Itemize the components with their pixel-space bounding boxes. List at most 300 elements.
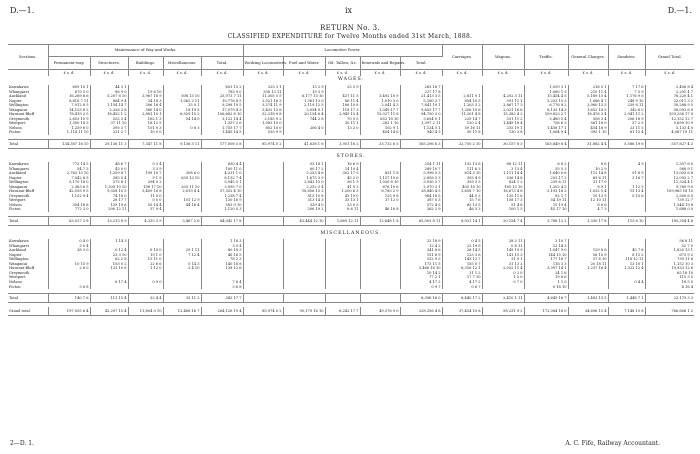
amount-cell: 508 3 4 — [568, 117, 608, 122]
row-label: Wellington — [8, 103, 48, 108]
amount-cell: 118 17 3 — [325, 108, 360, 113]
amount-cell: 3,967 18 9 — [128, 94, 163, 99]
amount-cell — [243, 294, 283, 303]
amount-cell: 3 0 4 — [201, 244, 243, 249]
amount-cell: 0 7 0 — [482, 280, 524, 285]
amount-cell: 91 4 8 — [482, 203, 524, 208]
amount-cell: 1,259 8 7 — [90, 171, 128, 176]
amount-cell: 2,970 3 1 — [400, 185, 442, 190]
amount-cell: 1,064 9 4 — [524, 130, 568, 135]
amount-cell: 1,322 12 4 — [608, 266, 645, 271]
amount-cell: 395 1 10 — [568, 130, 608, 135]
amount-cell: 744 2 8 — [283, 117, 325, 122]
amount-cell: 7 17 6 — [608, 85, 645, 90]
amount-cell: 404 14 6 — [360, 130, 400, 135]
amount-cell: 109,965 18 10 — [666, 189, 694, 194]
amount-cell: 3,467 2 6 — [163, 217, 201, 226]
amount-cell: 2,326 2 8 — [90, 108, 128, 113]
amount-cell: 7 6 4 — [201, 280, 243, 285]
amount-cell: 239 8 11 — [608, 103, 645, 108]
amount-cell: 1,755 17 7 — [201, 126, 243, 131]
amount-cell: 15 7 6 — [442, 198, 482, 203]
amount-cell: 111 15 4 — [90, 294, 128, 303]
amount-cell: 253 17 2 — [524, 176, 568, 181]
amount-cell: 43 0 0 — [90, 167, 128, 172]
amount-cell: 7,347 11 8 — [128, 140, 163, 149]
row-label: Total — [8, 140, 48, 149]
amount-cell: 52,318 9 8 — [243, 112, 283, 117]
amount-cell: 339 4 0 — [283, 203, 325, 208]
amount-cell: 28 17 7 — [90, 198, 128, 203]
amount-cell: 78 2 3 — [201, 257, 243, 262]
units-cell: £ s. d. — [442, 70, 482, 77]
amount-cell: 185 13 10 — [482, 185, 524, 190]
amount-cell: 56 10 9 — [568, 253, 608, 258]
amount-cell: 0 4 0 — [48, 239, 90, 244]
header-sections: Sections. — [8, 45, 48, 70]
amount-cell: 56 1 9 — [325, 180, 360, 185]
amount-cell: 395 3 7 — [90, 126, 128, 131]
section-heading-row — [8, 153, 694, 162]
amount-cell: 165,296 6 3 — [400, 140, 442, 149]
row-label: Picton — [8, 130, 48, 135]
amount-cell: 130 3 8 — [482, 130, 524, 135]
amount-cell: 354 18 8 — [48, 203, 90, 208]
amount-cell: 18 5 0 — [681, 279, 694, 284]
amount-cell: 82 1 7 — [524, 194, 568, 199]
row-label: Whangarei — [8, 90, 48, 95]
amount-cell: 1 5 0 — [482, 275, 524, 280]
amount-cell: 134,387 16 10 — [48, 140, 90, 149]
section-heading-row — [8, 76, 694, 85]
amount-cell: 2,763 15 10 — [48, 171, 90, 176]
amount-cell: 155 0 7 — [442, 262, 482, 267]
row-label: Wellington — [8, 257, 48, 262]
amount-cell: 2,060 13 5 — [568, 103, 608, 108]
amount-cell: 12,468 16 7 — [163, 307, 201, 316]
amount-cell: 4,202 3 11 — [482, 94, 524, 99]
amount-cell: 0 18 10 — [524, 285, 568, 290]
amount-cell: 10 14 2 — [400, 271, 442, 276]
amount-cell: 561 16 0 — [568, 121, 608, 126]
amount-cell: 45 7 6 — [608, 248, 645, 253]
amount-cell: 1,688 0 0 — [675, 207, 694, 212]
header-miscellaneous: Miscellaneous. — [163, 57, 201, 70]
amount-cell: 118 12 11 — [608, 257, 645, 262]
amount-cell: 100 11 0 — [201, 167, 243, 172]
amount-cell — [243, 217, 283, 226]
header-structures: Structures. — [90, 57, 128, 70]
amount-cell: 135 11 6 — [482, 194, 524, 199]
amount-cell: 15,382 4 2 — [482, 112, 524, 117]
amount-cell: 3,253 15 3 — [524, 99, 568, 104]
amount-cell: 17 7 10 — [442, 275, 482, 280]
amount-cell: 2,193 16 2 — [524, 189, 568, 194]
units-cell: £ s. d. — [482, 70, 524, 77]
amount-cell: 739 12 7 — [677, 198, 694, 203]
amount-cell: 1,344 19 8 — [673, 202, 694, 207]
row-label: Kawakawa — [8, 239, 48, 244]
amount-cell: 76,220 4 1 — [673, 94, 694, 99]
amount-cell: 1,330 17 8 — [568, 217, 608, 226]
amount-cell: 11,201 4 8 — [442, 112, 482, 117]
amount-cell: 12 4 2 — [400, 244, 442, 249]
amount-cell: 1 12 0 — [128, 266, 163, 271]
amount-cell: 262 2 9 — [400, 207, 442, 212]
amount-cell: 65 18 10 — [677, 270, 694, 275]
amount-cell: 21,413 3 5 — [400, 94, 442, 99]
amount-cell: 572 4 5 — [400, 203, 442, 208]
row-label: Kawakawa — [8, 85, 48, 90]
amount-cell: 830 4 4 — [201, 162, 243, 167]
header-buildings: Buildings. — [128, 57, 163, 70]
amount-cell: 583 9 10 — [201, 203, 243, 208]
amount-cell: 1,176 9 0 — [608, 94, 645, 99]
amount-cell: 177 16 7 — [524, 257, 568, 262]
amount-cell: 34,696 15 4 — [568, 307, 608, 316]
amount-cell: 6,177 15 10 — [283, 94, 325, 99]
amount-cell: 37 6 10 — [568, 257, 608, 262]
amount-cell: 94,750 3 0 — [400, 112, 442, 117]
amount-cell: 54 19 11 — [524, 198, 568, 203]
return-title: RETURN No. 3. — [320, 24, 380, 32]
row-label: Nelson — [8, 126, 48, 131]
amount-cell: 7,912 8 5 — [48, 103, 90, 108]
amount-cell: 1 18 3 — [201, 239, 243, 244]
amount-cell: 77 2 1 — [400, 275, 442, 280]
amount-cell: 3 6 8 — [201, 285, 243, 290]
amount-cell: 294 0 2 — [128, 180, 163, 185]
amount-cell: 2,119 12 5 — [283, 103, 325, 108]
units-cell: £ s. d. — [568, 70, 608, 77]
page-header-left: D.—1. — [10, 6, 35, 15]
amount-cell: 18 12 5 — [128, 121, 163, 126]
amount-cell: 18,476 3 4 — [568, 112, 608, 117]
amount-cell: 255 19 1 — [482, 126, 524, 131]
page-number: ix — [345, 6, 353, 15]
row-label: Picton — [8, 285, 48, 290]
amount-cell: 65 6 11 — [568, 176, 608, 181]
amount-cell: 10 2 9 — [568, 167, 608, 172]
amount-cell: 984 18 5 — [400, 194, 442, 199]
amount-cell: 54 7 3 — [48, 167, 90, 172]
amount-cell: 208 13 11 — [243, 90, 283, 95]
amount-cell: 1,152 10 3 — [673, 261, 694, 266]
amount-cell: 673 9 2 — [679, 252, 694, 257]
amount-cell: 41,638 1 6 — [283, 140, 325, 149]
row-label: Auckland — [8, 171, 48, 176]
amount-cell: 13 2 0 — [325, 126, 360, 131]
amount-cell — [360, 294, 400, 303]
amount-cell: 864 9 4 — [90, 99, 128, 104]
amount-cell: 1,640 0 6 — [524, 171, 568, 176]
amount-cell: 13 10 1 — [608, 262, 645, 267]
amount-cell: 33,732 6 5 — [360, 140, 400, 149]
row-label: Westport — [8, 121, 48, 126]
row-label: Wanganui — [8, 185, 48, 190]
amount-cell: 210 11 4 — [568, 90, 608, 95]
amount-cell: 6 10 0 — [128, 248, 163, 253]
amount-cell: 831 1 8 — [360, 171, 400, 176]
amount-cell: 225 3 1 — [243, 85, 283, 90]
group-locomotive: Locomotive Power. — [243, 45, 442, 57]
amount-cell: 55 14 4 — [128, 203, 163, 208]
amount-cell: 11,804 0 10 — [128, 307, 163, 316]
amount-cell: 3,492 10 9 — [360, 94, 400, 99]
amount-cell: 0 5 0 — [128, 198, 163, 203]
amount-cell: 58,231 9 2 — [482, 307, 524, 316]
row-label: Total — [8, 294, 48, 303]
amount-cell: 62 2 8 — [90, 257, 128, 262]
amount-cell: 1,060 1 9 — [524, 90, 568, 95]
amount-cell: 149 19 9 — [482, 248, 524, 253]
header-fuel-water: Fuel and Water. — [283, 57, 325, 70]
amount-cell: 5,699 10 9 — [673, 121, 694, 126]
amount-cell: 252 3 4 — [90, 117, 128, 122]
amount-cell: 25,973 7 11 — [201, 94, 243, 99]
amount-cell: 1 1 0 — [524, 280, 568, 285]
header-oil-tallow: Oil, Tallow, &c. — [325, 57, 360, 70]
amount-cell: 2,252 3 4 — [283, 185, 325, 190]
amount-cell: 46 3 3 — [442, 207, 482, 212]
amount-cell: 1,458 17 1 — [524, 126, 568, 131]
amount-cell: 894 10 5 — [442, 99, 482, 104]
amount-cell: 31,882 4 4 — [568, 140, 608, 149]
amount-cell: 203 11 10 — [163, 185, 201, 190]
amount-cell: 38 3 0 — [48, 248, 90, 253]
amount-cell: 22 6 6 — [128, 262, 163, 267]
amount-cell: 53 18 1 — [283, 162, 325, 167]
amount-cell: 8 15 2 — [608, 253, 645, 258]
group-maintenance: Maintenance of Way and Works. — [48, 45, 243, 57]
amount-cell: 25 0 1 — [163, 103, 201, 108]
amount-cell: 3,480 5 4 — [524, 117, 568, 122]
return-subtitle: CLASSIFIED EXPENDITURE for Twelve Months ended 31st March, 1888. — [227, 33, 473, 40]
amount-cell: 7,841 19 1 — [400, 103, 442, 108]
amount-cell: 12,093 2 7 — [673, 175, 694, 180]
amount-cell: 49,376 9 0 — [360, 307, 400, 316]
units-cell: £ s. d. — [90, 70, 128, 77]
amount-cell: 1,049 17 7 — [360, 108, 400, 113]
row-label: Wellington — [8, 180, 48, 185]
footer-left: 2—D. 1. — [10, 440, 34, 447]
amount-cell: 1,397 2 11 — [400, 121, 442, 126]
amount-cell: 140 7 6 — [48, 294, 90, 303]
amount-cell: 1,357 6 0 — [675, 162, 694, 167]
amount-cell: 3 0 4 — [48, 244, 90, 249]
amount-cell: 59 16 11 — [442, 126, 482, 131]
header-grand-total: Grand Total. — [645, 45, 694, 70]
amount-cell: 1,062 2 11 — [163, 99, 201, 104]
amount-cell: 3,054 9 1 — [283, 108, 325, 113]
amount-cell: 57 2 5 — [608, 121, 645, 126]
row-label: Napier — [8, 253, 48, 258]
amount-cell: 3,951 18 2 — [325, 140, 360, 149]
amount-cell: 30 11 1 — [325, 121, 360, 126]
amount-cell: 16,269 6 6 — [48, 94, 90, 99]
amount-cell: 1,869 12 11 — [325, 217, 360, 226]
amount-cell: 802 10 0 — [243, 126, 283, 131]
amount-cell: 3,654 0 1 — [400, 117, 442, 122]
amount-cell: 9,136 5 11 — [163, 140, 201, 149]
units-cell: £ s. d. — [48, 70, 90, 77]
amount-cell: 12 10 11 — [568, 198, 608, 203]
amount-cell: 109,823 2 7 — [524, 112, 568, 117]
row-label: Greymouth — [8, 117, 48, 122]
amount-cell: 115 3 5 — [679, 275, 694, 280]
amount-cell: 46 16 8 — [360, 207, 400, 212]
amount-cell: 3,930 5 7 — [400, 180, 442, 185]
amount-cell: 228,356 4 8 — [400, 307, 442, 316]
header-wagons: Wagons. — [482, 45, 524, 70]
wages-total-row — [8, 140, 694, 149]
amount-cell — [283, 294, 325, 303]
amount-cell: 639 13 10 — [163, 176, 201, 181]
table-body — [8, 70, 694, 316]
amount-cell: 23,179 3 3 — [645, 294, 694, 303]
row-label: Grand total — [8, 307, 48, 316]
amount-cell: 263 16 7 — [400, 85, 442, 90]
amount-cell: 2,858 5 3 — [400, 176, 442, 181]
amount-cell: 2,521 16 3 — [243, 99, 283, 104]
row-label: Wanganui — [8, 108, 48, 113]
amount-cell: 11,324 4 1 — [673, 180, 694, 185]
amount-cell: 6,316 12 1 — [442, 266, 482, 271]
amount-cell: 3 6 8 — [48, 285, 90, 290]
amount-cell: 23 3 10 — [90, 253, 128, 258]
amount-cell: 0 12 4 — [90, 248, 128, 253]
amount-cell: 359,256 17 9 — [669, 112, 694, 117]
amount-cell: 41 9 3 — [325, 185, 360, 190]
amount-cell: 1,200 6 5 — [325, 189, 360, 194]
amount-cell: 772 14 5 — [48, 162, 90, 167]
row-label: Hurunui-Bluff — [8, 112, 48, 117]
amount-cell: 0 15 6 — [608, 194, 645, 199]
amount-cell: 4,335 3 9 — [128, 217, 163, 226]
row-label: Kawakawa — [8, 162, 48, 167]
amount-cell: 1,675 3 9 — [283, 176, 325, 181]
amount-cell: 454 16 9 — [568, 126, 608, 131]
amount-cell: 19,933 12 6 — [671, 266, 694, 271]
amount-cell: 106 10 8 — [325, 103, 360, 108]
amount-cell: 341 8 6 — [400, 248, 442, 253]
amount-cell: 9,328 10 5 — [90, 189, 128, 194]
amount-cell: 264,126 19 4 — [201, 307, 243, 316]
amount-cell: 129 19 6 — [90, 203, 128, 208]
amount-cell: 6,133 14 5 — [524, 108, 568, 113]
amount-cell: 591 11 1 — [482, 99, 524, 104]
amount-cell: 100 1 5 — [482, 207, 524, 212]
amount-cell: 8 6 6 — [568, 203, 608, 208]
amount-cell: 824 1 2 — [482, 180, 524, 185]
amount-cell: 8 9 1 — [568, 185, 608, 190]
amount-cell: 387 0 3 — [400, 198, 442, 203]
amount-cell: 90,179 16 10 — [283, 307, 325, 316]
amount-cell: 29,136 11 3 — [90, 140, 128, 149]
row-label: Napier — [8, 176, 48, 181]
amount-cell: 7,148 15 8 — [608, 307, 645, 316]
units-cell: £ s. d. — [664, 70, 676, 75]
amount-cell: 2,383 6 5 — [48, 185, 90, 190]
amount-cell: 2,500 6 0 — [675, 193, 694, 198]
row-label: Total — [8, 217, 48, 226]
amount-cell: 8 6 11 — [325, 207, 360, 212]
amount-cell: 14,153 8 2 — [48, 108, 90, 113]
amount-cell: 1,448 7 1 — [608, 294, 645, 303]
row-label: Auckland — [8, 94, 48, 99]
amount-cell: 2,410 1 11 — [482, 294, 524, 303]
amount-cell: 940 4 3 — [400, 130, 442, 135]
amount-cell: 20,154 7 4 — [482, 217, 524, 226]
amount-cell: 34 18 3 — [128, 99, 163, 104]
amount-cell: 302 17 5 — [325, 171, 360, 176]
amount-cell: 248 9 10 — [608, 99, 645, 104]
amount-cell: 123 3 6 — [442, 253, 482, 258]
header-working-locomotives: Working Locomotives. — [243, 57, 283, 70]
amount-cell: 2,021 16 6 — [482, 108, 524, 113]
row-label: Hurunui-Bluff — [8, 266, 48, 271]
amount-cell: 1,083 10 0 — [243, 121, 283, 126]
amount-cell: 1,111 14 4 — [482, 171, 524, 176]
amount-cell: 551 11 2 — [482, 117, 524, 122]
amount-cell: 22,011 3 2 — [673, 98, 694, 103]
amount-cell: 1 14 3 — [90, 239, 128, 244]
amount-cell: 7,042 6 5 — [48, 176, 90, 181]
amount-cell: 17,079 4 3 — [201, 108, 243, 113]
amount-cell: 568 9 1 — [679, 166, 694, 171]
amount-cell: 4 9 — [608, 162, 645, 167]
amount-cell: 653 18 10 — [360, 117, 400, 122]
amount-cell: 653 13 2 — [201, 85, 243, 90]
amount-cell: 4,649 16 7 — [524, 294, 568, 303]
amount-cell: 3 16 7 — [608, 176, 645, 181]
amount-cell: 31 9 1 — [482, 257, 524, 262]
amount-cell: 1,206 10 6 — [442, 108, 482, 113]
amount-cell: 129 8 8 — [568, 248, 608, 253]
amount-cell: 254 1 11 — [400, 162, 442, 167]
amount-cell: 575 8 1 — [90, 180, 128, 185]
row-label: Whangarei — [8, 244, 48, 249]
amount-cell: 56 8 11 — [679, 239, 694, 244]
amount-cell: 15,454 4 5 — [524, 94, 568, 99]
amount-cell: 1,047 9 0 — [524, 248, 568, 253]
amount-cell: 2,881 10 1 — [128, 112, 163, 117]
amount-cell: 61 15 4 — [608, 130, 645, 135]
stores-total-row — [8, 217, 694, 226]
amount-cell: 2,653 15 9 — [48, 117, 90, 122]
amount-cell: 8,818 7 11 — [48, 99, 90, 104]
amount-cell: 22 18 9 — [400, 239, 442, 244]
amount-cell: 152 9 3 — [400, 257, 442, 262]
units-cell: £ s. d. — [243, 70, 283, 77]
amount-cell: 0 8 11 — [482, 244, 524, 249]
amount-cell: 4 17 2 — [442, 280, 482, 285]
amount-cell: 1,445 14 5 — [201, 130, 243, 135]
amount-cell: 0 2 0 — [482, 271, 524, 276]
amount-cell: 199 10 7 — [128, 171, 163, 176]
amount-cell: 80 18 3 — [201, 248, 243, 253]
amount-cell: 111 6 3 — [442, 167, 482, 172]
amount-cell: 1,152 9 4 — [48, 194, 90, 199]
amount-cell: 766,606 1 2 — [645, 307, 694, 316]
amount-cell: 102 9 1 — [360, 126, 400, 131]
amount-cell: 5,586 19 6 — [608, 140, 645, 149]
amount-cell: 5,170 18 0 — [48, 180, 90, 185]
amount-cell: 1,259 8 0 — [48, 126, 90, 131]
amount-cell: 5,180 3 7 — [400, 99, 442, 104]
amount-cell: 289 10 7 — [400, 167, 442, 172]
amount-cell: 1,561 13 0 — [283, 99, 325, 104]
